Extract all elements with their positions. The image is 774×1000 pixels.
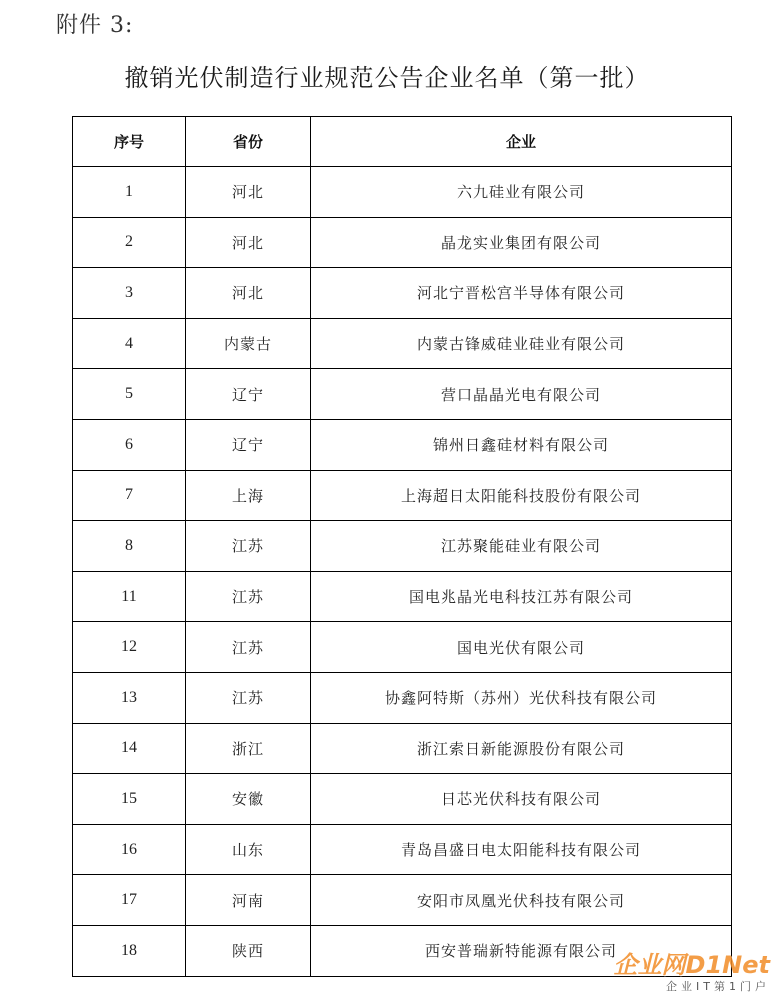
table-row <box>73 774 732 825</box>
row-number-cell: 1 <box>73 167 186 218</box>
row-company-cell: 上海超日太阳能科技股份有限公司 <box>311 470 732 521</box>
row-number-cell: 11 <box>73 571 186 622</box>
row-number-cell: 16 <box>73 824 186 875</box>
table-row <box>73 318 732 369</box>
row-province-cell: 安徽 <box>186 774 311 825</box>
watermark-logo: 企业网D1Net <box>613 951 770 979</box>
row-number-cell: 2 <box>73 217 186 268</box>
table-row <box>73 470 732 521</box>
table-row <box>73 571 732 622</box>
company-list-table <box>72 116 732 977</box>
table-row <box>73 824 732 875</box>
column-header-company: 企业 <box>311 117 732 167</box>
row-province-cell: 江苏 <box>186 622 311 673</box>
table-body <box>73 167 732 977</box>
table-row <box>73 217 732 268</box>
row-province-cell: 河北 <box>186 217 311 268</box>
row-province-cell: 陕西 <box>186 925 311 976</box>
row-province-cell: 江苏 <box>186 571 311 622</box>
column-header-province: 省份 <box>186 117 311 167</box>
row-province-cell: 辽宁 <box>186 369 311 420</box>
row-number-cell: 6 <box>73 419 186 470</box>
row-province-cell: 河南 <box>186 875 311 926</box>
row-company-cell: 六九硅业有限公司 <box>311 167 732 218</box>
row-province-cell: 山东 <box>186 824 311 875</box>
row-province-cell: 江苏 <box>186 672 311 723</box>
table-row <box>73 268 732 319</box>
table-row <box>73 622 732 673</box>
row-province-cell: 内蒙古 <box>186 318 311 369</box>
row-number-cell: 18 <box>73 925 186 976</box>
row-company-cell: 锦州日鑫硅材料有限公司 <box>311 419 732 470</box>
table-header-row <box>73 117 732 167</box>
row-number-cell: 7 <box>73 470 186 521</box>
attachment-label: 附件 3: <box>56 13 134 38</box>
table-row <box>73 167 732 218</box>
row-number-cell: 15 <box>73 774 186 825</box>
row-company-cell: 内蒙古锋威硅业硅业有限公司 <box>311 318 732 369</box>
table-row <box>73 723 732 774</box>
row-company-cell: 江苏聚能硅业有限公司 <box>311 521 732 572</box>
row-number-cell: 14 <box>73 723 186 774</box>
row-province-cell: 上海 <box>186 470 311 521</box>
row-company-cell: 国电光伏有限公司 <box>311 622 732 673</box>
row-company-cell: 青岛昌盛日电太阳能科技有限公司 <box>311 824 732 875</box>
row-number-cell: 12 <box>73 622 186 673</box>
row-company-cell: 西安普瑞新特能源有限公司 <box>311 925 732 976</box>
table-row <box>73 369 732 420</box>
row-number-cell: 8 <box>73 521 186 572</box>
row-company-cell: 浙江索日新能源股份有限公司 <box>311 723 732 774</box>
row-company-cell: 河北宁晋松宫半导体有限公司 <box>311 268 732 319</box>
column-header-number: 序号 <box>73 117 186 167</box>
row-company-cell: 营口晶晶光电有限公司 <box>311 369 732 420</box>
row-province-cell: 河北 <box>186 268 311 319</box>
row-number-cell: 5 <box>73 369 186 420</box>
row-province-cell: 辽宁 <box>186 419 311 470</box>
table-row <box>73 875 732 926</box>
row-company-cell: 协鑫阿特斯（苏州）光伏科技有限公司 <box>311 672 732 723</box>
row-company-cell: 晶龙实业集团有限公司 <box>311 217 732 268</box>
watermark-slogan: 企业IT第1门户 <box>666 980 770 993</box>
row-company-cell: 国电兆晶光电科技江苏有限公司 <box>311 571 732 622</box>
site-watermark <box>600 952 770 998</box>
row-number-cell: 3 <box>73 268 186 319</box>
row-province-cell: 江苏 <box>186 521 311 572</box>
document-title: 撤销光伏制造行业规范公告企业名单（第一批） <box>124 64 650 92</box>
row-number-cell: 4 <box>73 318 186 369</box>
row-company-cell: 日芯光伏科技有限公司 <box>311 774 732 825</box>
row-province-cell: 浙江 <box>186 723 311 774</box>
row-number-cell: 17 <box>73 875 186 926</box>
row-province-cell: 河北 <box>186 167 311 218</box>
table-row <box>73 419 732 470</box>
table-row <box>73 521 732 572</box>
table-row <box>73 672 732 723</box>
row-company-cell: 安阳市凤凰光伏科技有限公司 <box>311 875 732 926</box>
row-number-cell: 13 <box>73 672 186 723</box>
